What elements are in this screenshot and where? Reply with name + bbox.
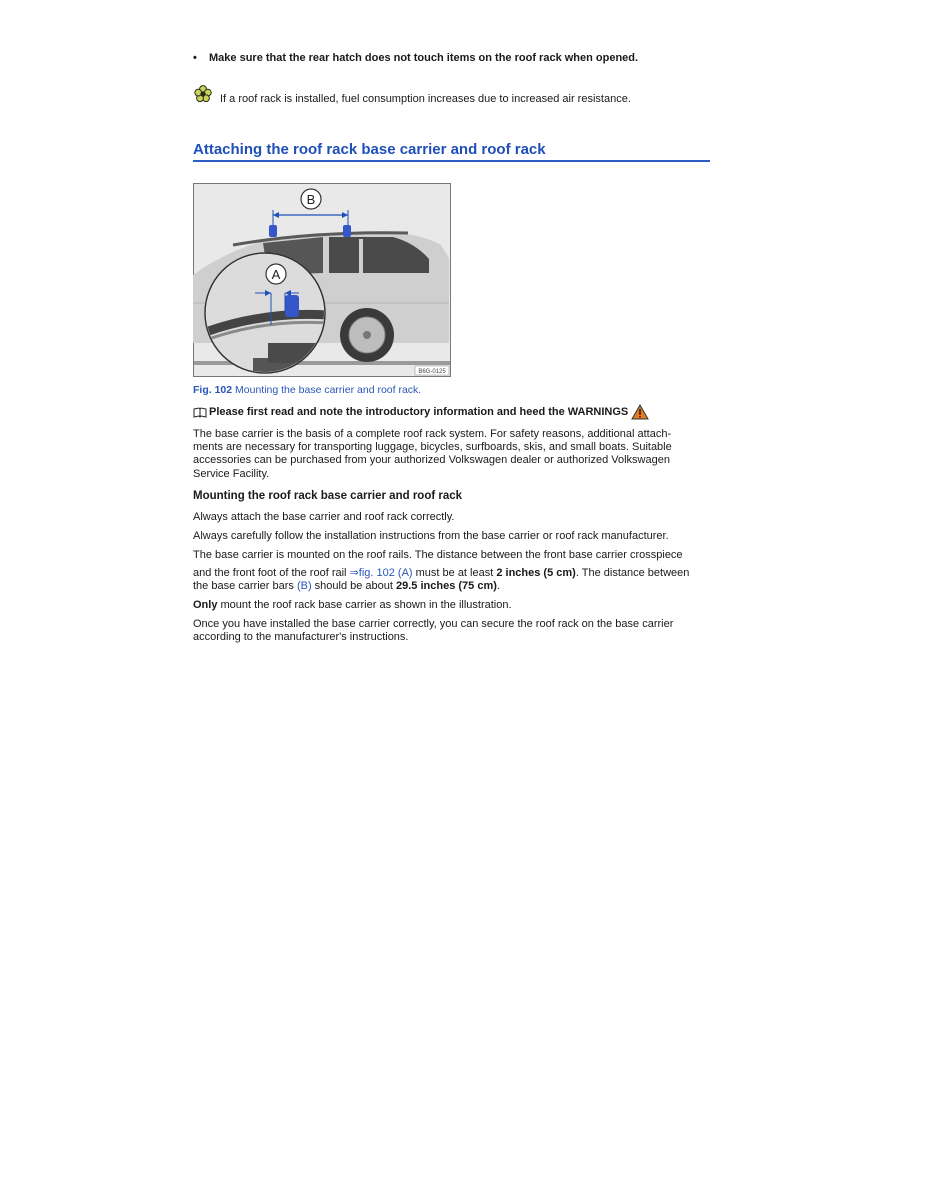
- emphasis: Only: [193, 599, 218, 611]
- figure-caption: [193, 384, 421, 396]
- figure-caption-text: Mounting the base carrier and roof rack.: [235, 384, 422, 396]
- label-b-link[interactable]: (B): [296, 580, 312, 592]
- paragraph-line: Service Facility.: [193, 467, 270, 480]
- text-run: .: [496, 580, 500, 592]
- section-title: Attaching the roof rack base carrier and roof rack: [193, 141, 710, 162]
- text-run: must be at least: [412, 567, 497, 579]
- paragraph: [193, 618, 713, 644]
- roof-rack-figure: [193, 183, 451, 377]
- text-run: mount the roof rack base carrier as shown in the illustration.: [217, 599, 512, 611]
- text-run: the base carrier bars: [193, 580, 297, 592]
- text-run: should be about: [311, 580, 397, 592]
- paragraph: [193, 580, 713, 593]
- paragraph-line: ments are necessary for transporting luggage, bicycles, surfboards, skis, and small boats. Suitable: [193, 441, 672, 454]
- warning-icon: [631, 404, 649, 420]
- figure-link[interactable]: ⇒fig. 102 (A): [349, 567, 413, 579]
- figure-label-a: A: [271, 267, 281, 282]
- subheading: Mounting the roof rack base carrier and roof rack: [193, 490, 463, 502]
- paragraph: The base carrier is mounted on the roof rails. The distance between the front base carrier crosspiece: [193, 549, 683, 561]
- paragraph: [193, 599, 713, 612]
- intro-warning-text: Please first read and note the introductory information and heed the WARNINGS: [209, 406, 629, 418]
- bullet-dot: •: [193, 52, 197, 64]
- paragraph: Always carefully follow the installation instructions from the base carrier or roof rack manufacturer.: [193, 530, 669, 542]
- text-run: . The distance between: [575, 567, 690, 579]
- paragraph: [193, 567, 713, 580]
- paragraph: Always attach the base carrier and roof rack correctly.: [193, 511, 455, 523]
- environment-note-icon: [193, 84, 213, 104]
- figure-label-b: B: [306, 192, 316, 207]
- bullet-item: [193, 52, 638, 64]
- text-run: and the front foot of the roof rail: [193, 567, 350, 579]
- intro-paragraph: [193, 428, 713, 481]
- paragraph-line: The base carrier is the basis of a complete roof rack system. For safety reasons, additional attach-: [193, 428, 672, 440]
- paragraph-line: Once you have installed the base carrier correctly, you can secure the roof rack on the base carrier: [193, 618, 674, 630]
- bullet-text: Make sure that the rear hatch does not touch items on the roof rack when opened.: [209, 52, 639, 64]
- note-text: If a roof rack is installed, fuel consumption increases due to increased air resistance.: [220, 93, 631, 105]
- intro-warning: [193, 404, 649, 420]
- figure-code: B6G-0125: [418, 369, 446, 375]
- paragraph-line: accessories can be purchased from your authorized Volkswagen dealer or authorized Volkswagen: [193, 454, 670, 467]
- figure-caption-number: Fig. 102: [193, 384, 233, 396]
- distance-value: 29.5 inches (75 cm): [396, 580, 497, 592]
- distance-value: 2 inches (5 cm): [496, 567, 576, 579]
- paragraph-line: according to the manufacturer's instructions.: [193, 631, 409, 644]
- book-icon: [193, 407, 207, 418]
